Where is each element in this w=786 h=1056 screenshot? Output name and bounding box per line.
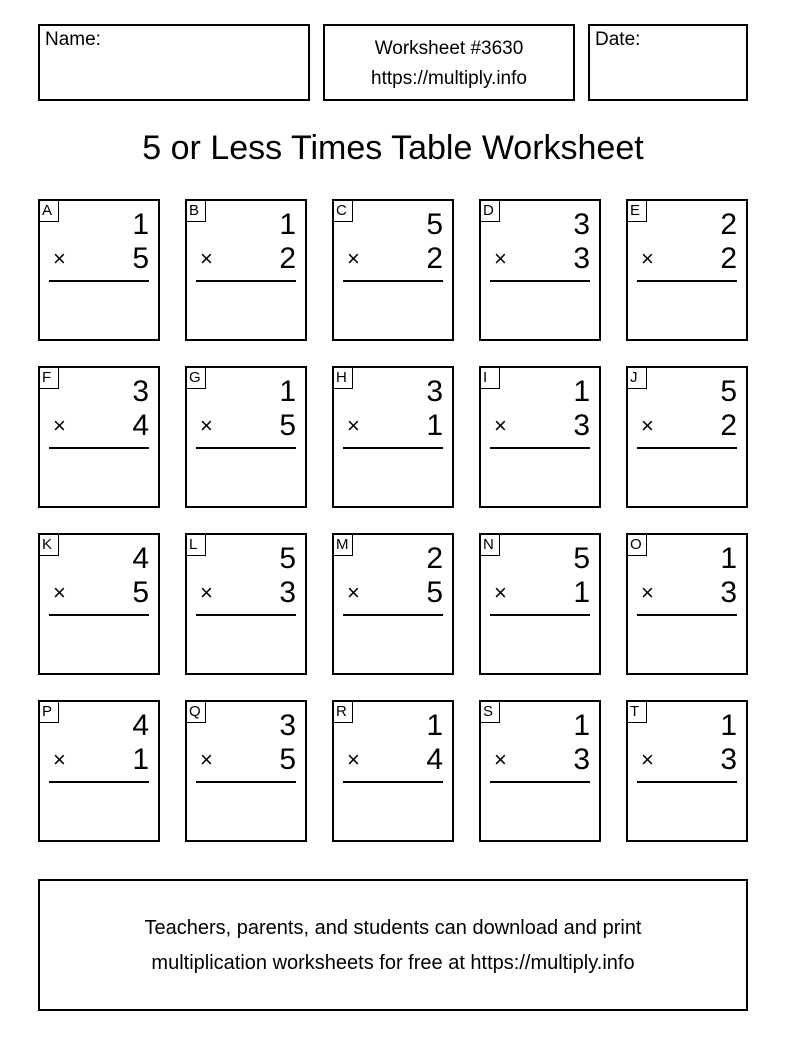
problem-card: [479, 700, 601, 842]
problem-card: [185, 533, 307, 675]
problem-top-factor: 1: [720, 709, 737, 742]
problem-top-factor: 1: [720, 542, 737, 575]
problem-top-factor: 1: [279, 208, 296, 241]
problem-top-factor: 5: [720, 375, 737, 408]
problem-top-factor: 3: [279, 709, 296, 742]
problem-letter: N: [481, 535, 500, 556]
multiply-sign: ×: [53, 580, 66, 605]
footer-line-1: Teachers, parents, and students can download and print: [144, 917, 642, 939]
problem-letter: Q: [187, 702, 206, 723]
multiply-sign: ×: [494, 580, 507, 605]
answer-rule: [490, 781, 590, 783]
problem-card: [626, 533, 748, 675]
answer-rule: [196, 614, 296, 616]
answer-rule: [49, 447, 149, 449]
name-field-box: [38, 24, 310, 101]
problem-letter: E: [628, 201, 647, 222]
problem-card: [38, 533, 160, 675]
date-field-box: [588, 24, 748, 101]
multiply-sign: ×: [200, 580, 213, 605]
multiply-sign: ×: [347, 580, 360, 605]
problem-bottom-factor: 4: [132, 409, 149, 442]
footer-box: [38, 879, 748, 1011]
answer-rule: [196, 447, 296, 449]
answer-rule: [49, 781, 149, 783]
answer-rule: [343, 280, 443, 282]
problem-card: [185, 199, 307, 341]
multiply-sign: ×: [347, 413, 360, 438]
problem-card: [626, 700, 748, 842]
answer-rule: [49, 280, 149, 282]
answer-rule: [490, 447, 590, 449]
problem-bottom-factor: 1: [573, 576, 590, 609]
problem-top-factor: 1: [573, 375, 590, 408]
problem-letter: I: [481, 368, 500, 389]
footer-line-2: multiplication worksheets for free at https://multiply.info: [151, 952, 635, 974]
problem-top-factor: 5: [573, 542, 590, 575]
answer-rule: [49, 614, 149, 616]
problem-bottom-factor: 5: [132, 576, 149, 609]
problem-bottom-factor: 3: [279, 576, 296, 609]
problem-bottom-factor: 3: [720, 576, 737, 609]
problem-card: [38, 366, 160, 508]
problem-letter: F: [40, 368, 59, 389]
answer-rule: [637, 614, 737, 616]
problem-card: [185, 366, 307, 508]
multiply-sign: ×: [347, 246, 360, 271]
worksheet-url: https://multiply.info: [371, 68, 527, 89]
problem-top-factor: 1: [426, 709, 443, 742]
multiply-sign: ×: [641, 413, 654, 438]
problem-card: [626, 199, 748, 341]
problem-card: [185, 700, 307, 842]
problem-bottom-factor: 2: [720, 242, 737, 275]
answer-rule: [637, 781, 737, 783]
problem-letter: J: [628, 368, 647, 389]
multiply-sign: ×: [200, 413, 213, 438]
problem-bottom-factor: 2: [426, 242, 443, 275]
problem-card: [332, 366, 454, 508]
worksheet-number: Worksheet #3630: [374, 38, 524, 59]
problem-bottom-factor: 5: [279, 743, 296, 776]
problem-bottom-factor: 3: [573, 242, 590, 275]
answer-rule: [196, 781, 296, 783]
answer-rule: [637, 280, 737, 282]
problem-letter: S: [481, 702, 500, 723]
problem-bottom-factor: 5: [279, 409, 296, 442]
problem-grid: [38, 199, 748, 843]
problem-bottom-factor: 4: [426, 743, 443, 776]
date-label: Date:: [595, 29, 641, 50]
problem-letter: K: [40, 535, 59, 556]
problem-card: [38, 700, 160, 842]
problem-card: [479, 366, 601, 508]
problem-bottom-factor: 1: [132, 743, 149, 776]
answer-rule: [490, 614, 590, 616]
answer-rule: [343, 447, 443, 449]
answer-rule: [343, 614, 443, 616]
problem-bottom-factor: 3: [573, 409, 590, 442]
answer-rule: [637, 447, 737, 449]
problem-letter: B: [187, 201, 206, 222]
multiply-sign: ×: [200, 246, 213, 271]
problem-letter: H: [334, 368, 353, 389]
problem-top-factor: 5: [426, 208, 443, 241]
worksheet-info-box: [323, 24, 575, 101]
problem-letter: C: [334, 201, 353, 222]
problem-card: [626, 366, 748, 508]
problem-top-factor: 5: [279, 542, 296, 575]
problem-letter: R: [334, 702, 353, 723]
problem-bottom-factor: 3: [573, 743, 590, 776]
problem-bottom-factor: 5: [426, 576, 443, 609]
multiply-sign: ×: [641, 580, 654, 605]
problem-top-factor: 1: [132, 208, 149, 241]
problem-top-factor: 1: [573, 709, 590, 742]
multiply-sign: ×: [200, 747, 213, 772]
multiply-sign: ×: [494, 747, 507, 772]
page-title: 5 or Less Times Table Worksheet: [142, 129, 644, 167]
problem-bottom-factor: 2: [720, 409, 737, 442]
problem-letter: O: [628, 535, 647, 556]
multiply-sign: ×: [494, 413, 507, 438]
problem-bottom-factor: 3: [720, 743, 737, 776]
problem-top-factor: 1: [279, 375, 296, 408]
problem-letter: T: [628, 702, 647, 723]
multiply-sign: ×: [53, 246, 66, 271]
problem-top-factor: 4: [132, 709, 149, 742]
multiply-sign: ×: [53, 413, 66, 438]
multiply-sign: ×: [641, 747, 654, 772]
problem-letter: A: [40, 201, 59, 222]
problem-letter: D: [481, 201, 500, 222]
multiply-sign: ×: [494, 246, 507, 271]
problem-letter: G: [187, 368, 206, 389]
problem-card: [479, 199, 601, 341]
problem-top-factor: 2: [720, 208, 737, 241]
answer-rule: [490, 280, 590, 282]
problem-card: [38, 199, 160, 341]
problem-card: [332, 199, 454, 341]
problem-bottom-factor: 1: [426, 409, 443, 442]
problem-letter: L: [187, 535, 206, 556]
multiply-sign: ×: [347, 747, 360, 772]
problem-bottom-factor: 2: [279, 242, 296, 275]
multiply-sign: ×: [53, 747, 66, 772]
problem-card: [332, 533, 454, 675]
problem-bottom-factor: 5: [132, 242, 149, 275]
problem-letter: P: [40, 702, 59, 723]
answer-rule: [343, 781, 443, 783]
problem-card: [479, 533, 601, 675]
problem-top-factor: 3: [132, 375, 149, 408]
problem-top-factor: 3: [426, 375, 443, 408]
answer-rule: [196, 280, 296, 282]
problem-letter: M: [334, 535, 353, 556]
name-label: Name:: [45, 29, 101, 50]
problem-card: [332, 700, 454, 842]
problem-top-factor: 2: [426, 542, 443, 575]
multiply-sign: ×: [641, 246, 654, 271]
problem-top-factor: 4: [132, 542, 149, 575]
problem-top-factor: 3: [573, 208, 590, 241]
